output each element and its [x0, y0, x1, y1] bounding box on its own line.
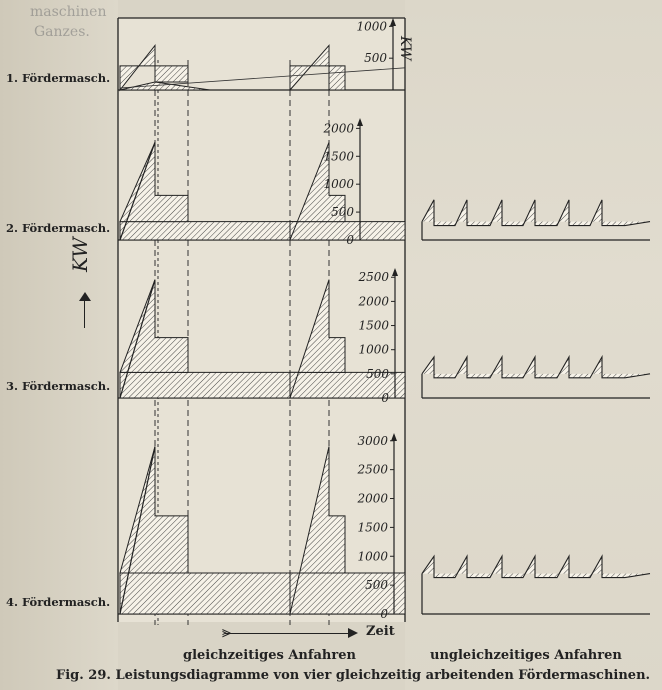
axis-2-tick-label-4: 2000	[323, 121, 354, 136]
axis-4-tick-label-0: 0	[380, 607, 388, 621]
machine-label-1: 1. Fördermasch.	[6, 71, 111, 85]
axis-2-tick-label-3: 1500	[323, 149, 354, 164]
machine-label-2: 2. Fördermasch.	[6, 221, 111, 235]
machine-label-4: 4. Fördermasch.	[6, 595, 111, 609]
axis-3-tick-label-3: 1500	[358, 318, 389, 333]
x-axis-label: Zeit	[366, 624, 395, 639]
y-axis-label-text: KW	[68, 237, 92, 272]
axis-3-tick-label-1: 500	[366, 366, 389, 381]
axis-3-tick-label-4: 2000	[358, 294, 389, 309]
axis-2-tick-label-1: 500	[331, 205, 354, 220]
axis-4-tick-label-4: 2000	[357, 491, 388, 506]
m3-base-area	[120, 372, 405, 398]
axis-4-tick-label-5: 2500	[357, 462, 388, 477]
axis-4-tick-label-1: 500	[365, 578, 388, 593]
axis-4-tick-label-6: 3000	[357, 433, 388, 448]
ghost-text-2: Ganzes.	[34, 24, 90, 40]
axis-3-tick-label-5: 2500	[358, 270, 389, 285]
axis-2-tick-label-2: 1000	[323, 177, 354, 192]
axis-3-tick-label-0: 0	[381, 391, 389, 405]
y-axis-arrow-head	[79, 292, 91, 301]
m4-staggered-sawtooth	[422, 556, 650, 577]
axis-3-tick-label-2: 1000	[358, 342, 389, 357]
axis-4-tick-label-3: 1500	[357, 520, 388, 535]
time-arrow-head	[348, 628, 358, 638]
axis-1-tick-label-0: 500	[364, 51, 387, 66]
caption-staggered: ungleichzeitiges Anfahren	[430, 648, 622, 663]
axis-1-tick-label-1: 1000	[356, 19, 387, 34]
m3-staggered-sawtooth	[422, 357, 650, 378]
axis-4-tick-label-2: 1000	[357, 549, 388, 564]
machine-label-3: 3. Fördermasch.	[6, 379, 111, 393]
m2-base-area	[120, 222, 405, 240]
ghost-text-1: maschinen	[30, 4, 107, 20]
m1-run-area-2	[329, 66, 345, 90]
m4-base-area	[120, 573, 405, 614]
machine-1-unit-label: KW	[397, 36, 413, 61]
caption-simultaneous: gleichzeitiges Anfahren	[183, 648, 356, 663]
m1-run-area	[155, 66, 188, 82]
time-arrow	[225, 633, 350, 634]
axis-2-tick-label-0: 0	[346, 233, 354, 247]
figure-caption: Fig. 29. Leistungsdiagramme von vier gleichzeitig arbeitenden Fördermaschinen.	[56, 668, 651, 683]
m2-staggered-sawtooth	[422, 200, 650, 226]
time-arrow-feathers: ⪢	[222, 622, 232, 641]
